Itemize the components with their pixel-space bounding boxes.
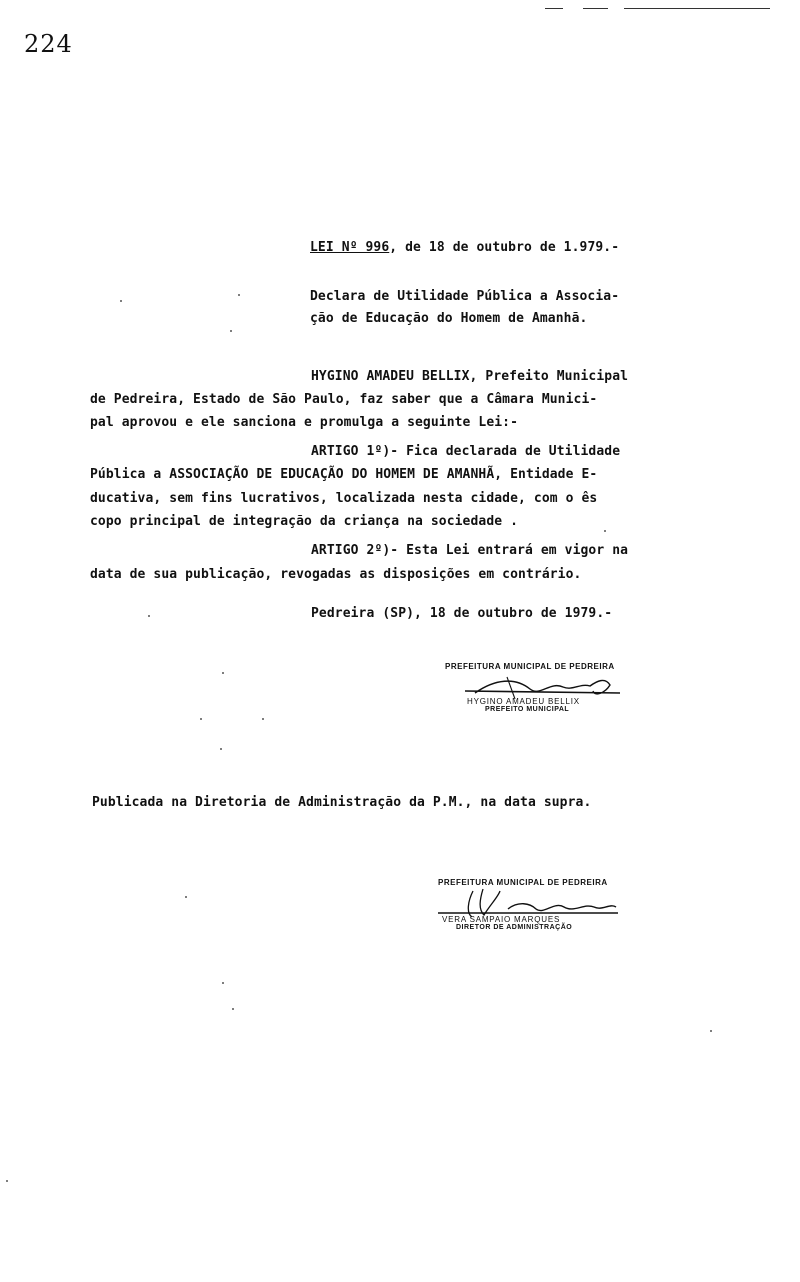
- scan-speck: [230, 330, 232, 332]
- page-number: 224: [24, 30, 73, 58]
- article-1-line: ducativa, sem fins lucrativos, localizada nesta cidade, com o ês: [90, 491, 598, 506]
- law-title: [310, 240, 619, 255]
- scan-speck: [220, 748, 222, 750]
- stamp-header: PREFEITURA MUNICIPAL DE PEDREIRA: [438, 878, 608, 887]
- scan-speck: [120, 300, 122, 302]
- body-line: de Pedreira, Estado de São Paulo, faz saber que a Câmara Munici-: [90, 392, 598, 407]
- scan-speck: [604, 530, 606, 532]
- law-date: , de 18 de outubro de 1.979.-: [389, 240, 620, 255]
- stamp-name: HYGINO AMADEU BELLIX: [467, 697, 580, 706]
- scan-speck: [232, 1008, 234, 1010]
- scan-edge-line: [583, 8, 608, 9]
- director-signature-stamp: [438, 878, 648, 931]
- mayor-signature-stamp: [445, 662, 645, 713]
- scan-speck: [710, 1030, 712, 1032]
- scan-speck: [148, 615, 150, 617]
- stamp-role: PREFEITO MUNICIPAL: [485, 706, 570, 713]
- stamp-name: VERA SAMPAIO MARQUES: [442, 915, 561, 924]
- article-1-line: copo principal de integração da criança na sociedade .: [90, 514, 519, 529]
- stamp-role: DIRETOR DE ADMINISTRAÇÃO: [456, 924, 573, 931]
- law-number: LEI Nº 996: [310, 240, 390, 255]
- body-line: pal aprovou e ele sanciona e promulga a seguinte Lei:-: [90, 415, 519, 430]
- scan-edge-line: [624, 8, 770, 9]
- scan-speck: [222, 672, 224, 674]
- stamp-header: PREFEITURA MUNICIPAL DE PEDREIRA: [445, 662, 615, 671]
- scan-edge-line: [545, 8, 563, 9]
- article-1-line: Pública a ASSOCIAÇÃO DE EDUCAÇÃO DO HOMEM DE AMANHÃ, Entidade E-: [90, 467, 598, 482]
- article-2-line: data de sua publicação, revogadas as disposições em contrário.: [90, 567, 582, 582]
- scan-speck: [262, 718, 264, 720]
- article-1-heading: ARTIGO 1º)- Fica declarada de Utilidade: [311, 444, 621, 459]
- scan-speck: [238, 294, 240, 296]
- article-2-heading: ARTIGO 2º)- Esta Lei entrará em vigor na: [311, 543, 629, 558]
- scan-speck: [222, 982, 224, 984]
- law-summary: [310, 286, 619, 330]
- scan-speck: [185, 896, 187, 898]
- scan-speck: [6, 1180, 8, 1182]
- body-line: HYGINO AMADEU BELLIX, Prefeito Municipal: [311, 369, 629, 384]
- place-date: Pedreira (SP), 18 de outubro de 1979.-: [311, 606, 613, 621]
- summary-line: Declara de Utilidade Pública a Associa-: [310, 289, 620, 304]
- publication-note: Publicada na Diretoria de Administração da P.M., na data supra.: [92, 795, 592, 810]
- summary-line: ção de Educação do Homem de Amanhã.: [310, 311, 588, 326]
- scan-speck: [200, 718, 202, 720]
